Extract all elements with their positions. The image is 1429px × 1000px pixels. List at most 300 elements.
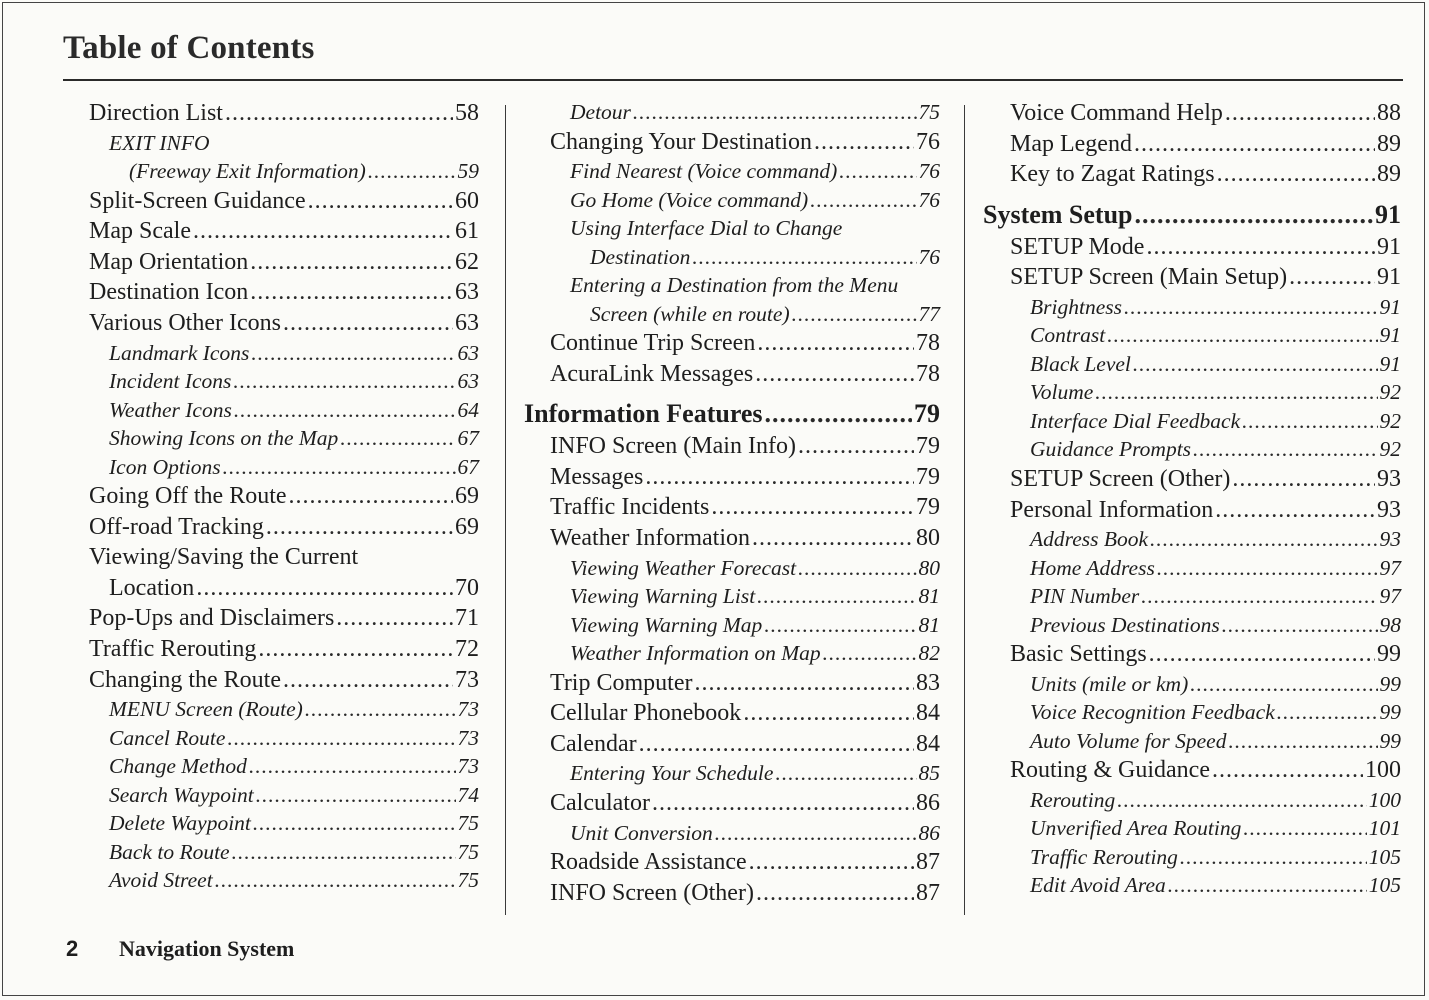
toc-page-number: 78 — [916, 330, 940, 357]
dot-leader — [765, 397, 912, 431]
dot-leader — [225, 98, 453, 129]
toc-subentry — [89, 157, 479, 186]
toc-entry-label: Weather Information on Map — [570, 641, 821, 666]
toc-entry-label: Auto Volume for Speed — [1030, 728, 1227, 753]
toc-page-number: 84 — [916, 730, 940, 757]
dot-leader — [1135, 198, 1373, 232]
toc-entry-label: Brightness — [1030, 294, 1122, 319]
toc-subentry — [524, 639, 940, 668]
dot-leader — [253, 809, 456, 838]
toc-entry-label: Split-Screen Guidance — [89, 187, 306, 214]
toc-entry-label: INFO Screen (Other) — [550, 879, 754, 906]
toc-page-number: 99 — [1377, 641, 1401, 668]
toc-entry-label: Information Features — [524, 399, 763, 429]
toc-page-number: 101 — [1368, 816, 1401, 841]
toc-entry-label: Changing Your Destination — [550, 128, 813, 155]
toc-subentry — [983, 407, 1401, 436]
toc-entry-label: SETUP Screen (Other) — [1010, 465, 1231, 492]
toc-page-number: 77 — [918, 301, 940, 326]
page-number: 2 — [66, 936, 79, 961]
toc-entry-label: Find Nearest (Voice command) — [570, 159, 838, 184]
toc-subentry — [89, 396, 479, 425]
dot-leader — [823, 639, 917, 668]
toc-entry-label: Map Scale — [89, 218, 191, 245]
toc-page-number: 79 — [916, 494, 940, 521]
dot-leader — [711, 492, 914, 523]
dot-leader — [283, 308, 453, 339]
dot-leader — [814, 127, 914, 158]
dot-leader — [283, 665, 453, 696]
toc-entry-label: Contrast — [1030, 323, 1106, 348]
toc-page-number: 73 — [457, 697, 479, 722]
dot-leader — [1232, 464, 1375, 495]
toc-entry — [524, 698, 940, 729]
dot-leader — [308, 186, 453, 217]
dot-leader — [1243, 814, 1366, 843]
toc-entry — [89, 603, 479, 634]
dot-leader — [764, 611, 916, 640]
toc-page-number: 75 — [457, 839, 479, 864]
toc-subentry — [524, 243, 940, 272]
toc-entry-label: Cellular Phonebook — [550, 700, 742, 727]
page-title: Table of Contents — [63, 30, 315, 66]
dot-leader — [798, 431, 914, 462]
dot-leader — [305, 695, 456, 724]
dot-leader — [193, 216, 453, 247]
column-divider — [505, 105, 506, 915]
toc-entry — [524, 847, 940, 878]
dot-leader — [839, 157, 916, 186]
toc-entry-label: AcuraLink Messages — [550, 360, 754, 387]
toc-entry-label: Landmark Icons — [109, 340, 250, 365]
dot-leader — [1193, 435, 1377, 464]
toc-subentry — [524, 819, 940, 848]
toc-subentry — [983, 871, 1401, 900]
toc-page-number: 84 — [916, 700, 940, 727]
toc-subentry — [983, 525, 1401, 554]
toc-entry-label: Weather Information — [550, 525, 750, 552]
toc-subentry — [983, 554, 1401, 583]
toc-entry-label: Interface Dial Feedback — [1030, 408, 1241, 433]
toc-entry — [983, 464, 1401, 495]
toc-subentry — [524, 582, 940, 611]
toc-entry-label: PIN Number — [1030, 584, 1140, 609]
toc-page-number: 80 — [916, 525, 940, 552]
toc-entry — [89, 277, 479, 308]
toc-section-heading — [524, 397, 940, 431]
toc-section-heading — [983, 198, 1401, 232]
toc-entry-label: Guidance Prompts — [1030, 437, 1192, 462]
toc-entry — [89, 98, 479, 129]
toc-subentry — [524, 271, 940, 300]
toc-subentry — [983, 435, 1401, 464]
toc-entry-label: Previous Destinations — [1030, 612, 1220, 637]
toc-page-number: 75 — [457, 868, 479, 893]
toc-entry-label: Traffic Rerouting — [1030, 844, 1178, 869]
toc-subentry — [89, 724, 479, 753]
toc-entry-label: Changing the Route — [89, 666, 281, 693]
toc-page-number: 58 — [455, 100, 479, 126]
dot-leader — [1225, 98, 1375, 129]
toc-entry-label: Search Waypoint — [109, 782, 254, 807]
dot-leader — [227, 724, 455, 753]
dot-leader — [1107, 321, 1377, 350]
dot-leader — [256, 781, 456, 810]
toc-entry-label: Pop-Ups and Disclaimers — [89, 605, 335, 632]
toc-entry — [524, 878, 940, 909]
toc-entry-label: Home Address — [1030, 555, 1155, 580]
dot-leader — [1242, 407, 1377, 436]
dot-leader — [792, 300, 917, 329]
toc-page-number: 93 — [1377, 465, 1401, 492]
toc-entry — [89, 481, 479, 512]
toc-page-number: 99 — [1379, 700, 1401, 725]
toc-entry-label: Messages — [550, 463, 644, 490]
toc-page-number: 91 — [1379, 323, 1401, 348]
toc-entry — [89, 247, 479, 278]
toc-page-number: 79 — [916, 433, 940, 460]
dot-leader — [1180, 843, 1367, 872]
toc-page-number: 87 — [916, 849, 940, 876]
toc-page-number: 72 — [455, 636, 479, 663]
dot-leader — [223, 453, 456, 482]
dot-leader — [1212, 755, 1363, 786]
toc-page-number: 81 — [918, 584, 940, 609]
toc-page-number: 97 — [1379, 555, 1401, 580]
dot-leader — [1190, 670, 1377, 699]
toc-entry — [983, 639, 1401, 670]
toc-page-number: 85 — [918, 761, 940, 786]
toc-entry — [89, 216, 479, 247]
toc-entry — [89, 665, 479, 696]
toc-entry-label: INFO Screen (Main Info) — [550, 433, 796, 460]
toc-entry-label: Voice Command Help — [1010, 100, 1223, 126]
toc-entry-label: Cancel Route — [109, 725, 226, 750]
toc-page-number: 100 — [1365, 757, 1401, 784]
toc-page-number: 69 — [455, 483, 479, 510]
toc-page-number: 67 — [457, 454, 479, 479]
toc-entry-label: Off-road Tracking — [89, 513, 264, 540]
toc-page-number: 64 — [457, 397, 479, 422]
dot-leader — [368, 157, 456, 186]
toc-subentry — [89, 367, 479, 396]
toc-entry-label: Delete Waypoint — [109, 811, 251, 836]
toc-entry — [524, 359, 940, 390]
toc-page-number: 82 — [918, 641, 940, 666]
toc-entry-label: Go Home (Voice command) — [570, 187, 809, 212]
toc-subentry — [89, 838, 479, 867]
toc-entry-label: MENU Screen (Route) — [109, 697, 303, 722]
toc-entry-label: Rerouting — [1030, 787, 1116, 812]
dot-leader — [289, 481, 453, 512]
toc-subentry — [89, 453, 479, 482]
toc-entry-label: System Setup — [983, 199, 1133, 229]
toc-subentry — [983, 698, 1401, 727]
dot-leader — [215, 866, 456, 895]
toc-subentry — [524, 157, 940, 186]
toc-entry-label: Viewing Warning List — [570, 584, 756, 609]
toc-entry-label: Roadside Assistance — [550, 849, 747, 876]
toc-subentry — [524, 214, 940, 243]
toc-page-number: 73 — [457, 754, 479, 779]
toc-page-number: 80 — [918, 555, 940, 580]
toc-page-number: 75 — [457, 811, 479, 836]
toc-entry-label: Entering Your Schedule — [570, 761, 774, 786]
toc-entry-label: Key to Zagat Ratings — [1010, 161, 1215, 188]
toc-subentry — [89, 781, 479, 810]
toc-entry-label: Traffic Incidents — [550, 494, 710, 521]
toc-entry — [524, 127, 940, 158]
toc-entry-label: Destination — [590, 244, 691, 269]
dot-leader — [645, 462, 914, 493]
toc-column-3 — [983, 98, 1401, 900]
toc-page-number: 91 — [1379, 294, 1401, 319]
toc-subentry — [89, 424, 479, 453]
toc-entry — [89, 634, 479, 665]
toc-entry-label: Avoid Street — [109, 868, 213, 893]
dot-leader — [694, 668, 914, 699]
toc-subentry — [983, 843, 1401, 872]
dot-leader — [1222, 611, 1378, 640]
toc-entry-label: Map Legend — [1010, 130, 1132, 157]
toc-subentry — [983, 378, 1401, 407]
dot-leader — [715, 819, 917, 848]
toc-subentry — [983, 611, 1401, 640]
toc-entry-label: Viewing/Saving the Current — [89, 544, 359, 571]
toc-entry — [524, 668, 940, 699]
toc-entry-label: SETUP Screen (Main Setup) — [1010, 264, 1288, 291]
running-title: Navigation System — [119, 936, 295, 961]
dot-leader — [749, 847, 914, 878]
toc-entry — [983, 262, 1401, 293]
toc-page-number: 74 — [457, 782, 479, 807]
dot-leader — [639, 729, 914, 760]
toc-page-number: 99 — [1379, 728, 1401, 753]
toc-page-number: 75 — [918, 100, 940, 124]
toc-entry-label: Unit Conversion — [570, 820, 713, 845]
toc-page-number: 61 — [455, 218, 479, 245]
dot-leader — [1124, 293, 1378, 322]
toc-entry-label: Units (mile or km) — [1030, 671, 1189, 696]
toc-entry-label: Entering a Destination from the Menu — [570, 273, 899, 298]
toc-page-number: 83 — [916, 669, 940, 696]
toc-entry-label: Direction List — [89, 100, 223, 126]
dot-leader — [1215, 495, 1375, 526]
toc-page-number: 89 — [1377, 130, 1401, 157]
toc-subentry — [524, 98, 940, 127]
dot-leader — [251, 339, 455, 368]
toc-page-number: 76 — [918, 244, 940, 269]
toc-subentry — [983, 350, 1401, 379]
toc-page-number: 62 — [455, 248, 479, 275]
toc-entry-label: SETUP Mode — [1010, 233, 1145, 260]
toc-subentry — [983, 582, 1401, 611]
toc-page-number: 63 — [457, 369, 479, 394]
toc-page-number: 63 — [457, 340, 479, 365]
toc-page-number: 92 — [1379, 380, 1401, 405]
toc-entry-label: Traffic Rerouting — [89, 636, 257, 663]
toc-entry — [89, 573, 479, 604]
toc-entry-label: Change Method — [109, 754, 247, 779]
toc-page-number: 86 — [916, 789, 940, 816]
toc-entry-label: Showing Icons on the Map — [109, 426, 339, 451]
toc-entry-label: Calendar — [550, 730, 637, 757]
dot-leader — [233, 367, 455, 396]
dot-leader — [756, 878, 914, 909]
toc-entry-label: Back to Route — [109, 839, 230, 864]
toc-page-number: 79 — [916, 463, 940, 490]
toc-page-number: 89 — [1377, 161, 1401, 188]
toc-entry-label: Black Level — [1030, 351, 1131, 376]
toc-subentry — [89, 866, 479, 895]
dot-leader — [633, 98, 917, 127]
toc-page-number: 88 — [1377, 100, 1401, 126]
toc-entry — [524, 788, 940, 819]
toc-entry-label: Incident Icons — [109, 369, 232, 394]
toc-page-number: 81 — [918, 612, 940, 637]
toc-entry-label: Trip Computer — [550, 669, 693, 696]
toc-entry-label: Destination Icon — [89, 279, 249, 306]
dot-leader — [1289, 262, 1375, 293]
column-divider — [964, 105, 965, 915]
dot-leader — [250, 247, 453, 278]
dot-leader — [1228, 727, 1377, 756]
dot-leader — [1095, 378, 1377, 407]
toc-entry — [524, 462, 940, 493]
toc-entry — [89, 308, 479, 339]
toc-page-number: 87 — [916, 879, 940, 906]
toc-entry — [983, 98, 1401, 129]
toc-entry-label: Using Interface Dial to Change — [570, 216, 843, 241]
dot-leader — [1150, 525, 1377, 554]
toc-subentry — [89, 339, 479, 368]
toc-page-number: 105 — [1368, 873, 1401, 898]
toc-entry — [983, 755, 1401, 786]
toc-entry — [983, 159, 1401, 190]
toc-entry-label: Address Book — [1030, 527, 1149, 552]
toc-subentry — [524, 300, 940, 329]
toc-subentry — [524, 186, 940, 215]
toc-entry-label: Icon Options — [109, 454, 221, 479]
dot-leader — [757, 582, 916, 611]
toc-page-number: 91 — [1377, 233, 1401, 260]
dot-leader — [755, 359, 914, 390]
dot-leader — [1133, 350, 1378, 379]
toc-column-1 — [89, 98, 479, 895]
toc-entry-label: Detour — [570, 100, 631, 124]
dot-leader — [234, 396, 456, 425]
toc-page-number: 100 — [1368, 787, 1401, 812]
dot-leader — [250, 277, 453, 308]
toc-subentry — [983, 321, 1401, 350]
toc-subentry — [983, 814, 1401, 843]
toc-subentry — [89, 129, 479, 158]
dot-leader — [757, 328, 914, 359]
dot-leader — [1217, 159, 1375, 190]
toc-entry-label: Basic Settings — [1010, 641, 1147, 668]
dot-leader — [196, 573, 453, 604]
toc-page-number: 86 — [918, 820, 940, 845]
toc-entry — [983, 495, 1401, 526]
toc-page-number: 91 — [1379, 351, 1401, 376]
toc-entry-label: Viewing Warning Map — [570, 612, 763, 637]
dot-leader — [1157, 554, 1378, 583]
dot-leader — [1117, 786, 1367, 815]
toc-page-number: 93 — [1379, 527, 1401, 552]
toc-subentry — [983, 293, 1401, 322]
toc-page-number: 92 — [1379, 408, 1401, 433]
toc-subentry — [524, 554, 940, 583]
toc-page-number: 105 — [1368, 844, 1401, 869]
dot-leader — [692, 243, 916, 272]
toc-entry-label: Continue Trip Screen — [550, 330, 756, 357]
toc-page-number: 78 — [916, 360, 940, 387]
toc-entry-label: Volume — [1030, 380, 1094, 405]
toc-page-number: 91 — [1375, 199, 1401, 229]
dot-leader — [336, 603, 453, 634]
dot-leader — [743, 698, 914, 729]
toc-page-number: 97 — [1379, 584, 1401, 609]
toc-page-number: 93 — [1377, 496, 1401, 523]
dot-leader — [1149, 639, 1375, 670]
toc-page-number: 92 — [1379, 437, 1401, 462]
toc-entry-label: Personal Information — [1010, 496, 1214, 523]
toc-page-number: 91 — [1377, 264, 1401, 291]
title-rule — [63, 79, 1403, 81]
toc-page-number: 99 — [1379, 671, 1401, 696]
toc-entry-label: Voice Recognition Feedback — [1030, 700, 1275, 725]
toc-entry-label: Calculator — [550, 789, 650, 816]
dot-leader — [1146, 232, 1375, 263]
toc-subentry — [89, 695, 479, 724]
toc-page-number: 73 — [457, 725, 479, 750]
toc-page-number: 67 — [457, 426, 479, 451]
toc-entry — [983, 232, 1401, 263]
dot-leader — [258, 634, 453, 665]
toc-entry — [89, 186, 479, 217]
toc-entry-label: Location — [109, 574, 195, 601]
toc-page-number: 79 — [914, 399, 940, 429]
toc-subentry — [983, 727, 1401, 756]
dot-leader — [1168, 871, 1367, 900]
toc-entry-label: Viewing Weather Forecast — [570, 555, 797, 580]
dot-leader — [1141, 582, 1377, 611]
dot-leader — [249, 752, 456, 781]
toc-entry — [524, 729, 940, 760]
dot-leader — [340, 424, 455, 453]
dot-leader — [798, 554, 916, 583]
toc-entry — [89, 542, 479, 573]
dot-leader — [810, 186, 916, 215]
toc-entry — [524, 328, 940, 359]
toc-entry — [524, 523, 940, 554]
dot-leader — [232, 838, 456, 867]
toc-page-number: 76 — [918, 187, 940, 212]
toc-entry — [524, 492, 940, 523]
toc-page-number: 73 — [455, 666, 479, 693]
toc-entry-label: EXIT INFO — [109, 130, 210, 155]
toc-subentry — [983, 670, 1401, 699]
toc-entry-label: Map Orientation — [89, 248, 249, 275]
toc-entry-label: Routing & Guidance — [1010, 757, 1210, 784]
toc-page-number: 76 — [916, 128, 940, 155]
toc-entry-label: Screen (while en route) — [590, 301, 790, 326]
toc-page-number: 63 — [455, 279, 479, 306]
dot-leader — [1134, 129, 1375, 160]
toc-subentry — [89, 752, 479, 781]
toc-column-2 — [524, 98, 940, 908]
dot-leader — [266, 512, 453, 543]
